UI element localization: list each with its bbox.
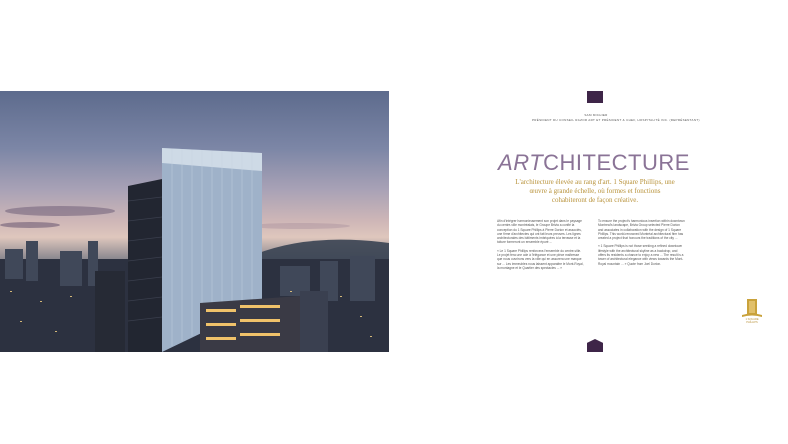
- tower-illustration: [0, 91, 389, 352]
- kicker-role: PRÉSIDENT DU CONSEIL RAZOR ART ET PRÉSIDENT & CHEF, HOSPITALITÉ INC. (REPRÉSENTANT): [532, 117, 700, 122]
- body-paragraph: « 1 Square Phillips is not those seeking a refined downtown lifestyle with the architectural skyline as a backdrop, and offers its residents a chance to enjoy a new ... The result is a tower of architectural elegance with views towards the Mont-Royal mountain ... » Quote from Joel Dorion.: [598, 244, 684, 266]
- body-paragraph: « Le 1 Square Phillips renforcera l'ensemble du centre-ville. Le projet fera une ode à l'élégance et une pièce maîtresse que nous ouvrirons vers la ville qui en assurera une marque sur ... Les immeubles nous laissent apparaitre le Mont-Royal, la montagne et le Quartier des spectacles ... »: [497, 248, 584, 270]
- brand-logo-label: [734, 318, 770, 324]
- kicker: [532, 113, 700, 122]
- page-title: [478, 150, 710, 176]
- brand-logo-line2: PHILLIPS: [746, 321, 758, 324]
- title-part-art: ART: [498, 150, 544, 175]
- brand-logo-line1: 1 SQUARE: [745, 318, 759, 321]
- body-column-french: [497, 219, 584, 274]
- body-paragraph: Afin d'intégrer harmonieusement son projet dans le paysage du centre-ville montréalais, le Groupe Brivia a confié la conception du 1 Square Phillips à Pierre Dorion et associés, une firme d'architectes qui ont fait leurs preuves. Les lignes architecturales des bâtiments imbriquées à la terrasse et la toiture formeront un ensemble épuré ...: [497, 219, 582, 245]
- brand-logo-icon: [740, 299, 764, 329]
- kicker-name: SAM MICHIER: [584, 113, 608, 117]
- body-paragraph: To ensure the project's harmonious insertion within downtown Montreal's landscape, Brivia Group selected Pierre Dorion and associates in collaboration with the design of 1 Square Phillips. This world-renowned Montréal architectural firm has created a project that honours the traditions of the city ...: [598, 219, 685, 241]
- title-part-chitecture: CHITECTURE: [543, 150, 690, 175]
- tower-photo: [0, 91, 389, 352]
- lede: L'architecture élevée au rang d'art. 1 Square Phillips, une œuvre à grande échelle, où formes et fonctions cohabiteront de façon créative.: [515, 178, 675, 204]
- page-tab-top: [587, 91, 603, 103]
- page-tab-bottom: [587, 339, 603, 352]
- body-column-english: [598, 219, 685, 270]
